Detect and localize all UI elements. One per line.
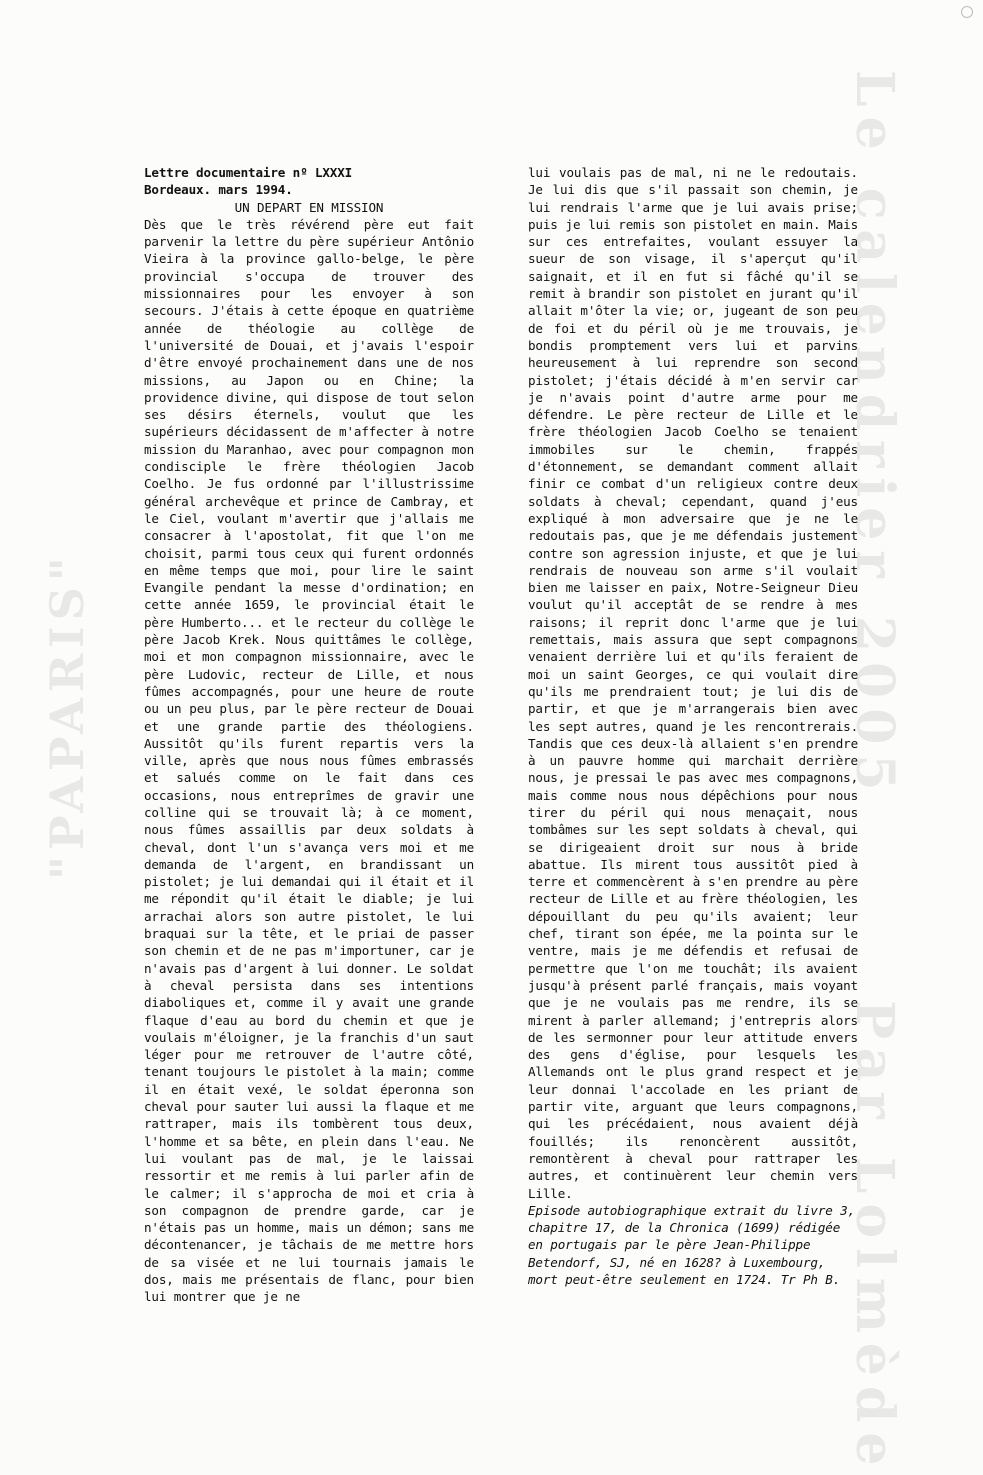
right-column-body: lui voulais pas de mal, ni ne le redoutais. Je lui dis que s'il passait son chemin, je lui rendrais l'arme que je lui avais prise; puis je lui remis son pistolet en main. Mais sur ces entrefaites, voulant essuyer la sueur de son visage, il s'aperçut qu'il saignait, et il en fut si fâché qu'il se remit à brandir son pistolet en jurant qu'il allait m'ôter la vie; or, jugeant de son peu de foi et du péril où je me trouvais, je bondis promptement vers lui et parvins heureusement à lui reprendre son second pistolet; j'étais décidé à m'en servir car je n'avais point d'autre arme pour me défendre. Le père recteur de Lille et le frère théologien Jacob Coelho se tenaient immobiles sur le chemin, frappés d'étonnement, se demandant comment allait finir ce combat d'un religieux contre deux soldats à cheval; cependant, quand j'eus expliqué à mon adversaire que je ne le redoutais pas, que je me défendais justement contre son agression injuste, et que je lui rendrais de nouveau son arme s'il voulait bien me laisser en paix, Notre-Seigneur Dieu voulut qu'il acceptât de se rendre à mes raisons; il reprit donc l'arme que je lui remettais, mais assura que sept compagnons venaient derrière lui et qu'ils feraient de moi un saint Georges, ce qui voulait dire qu'ils me prendraient tout; je lui dis de partir, et que je m'arrangerais bien avec les sept autres, quand je les rencontrerais. Tandis que ces deux-là allaient s'en prendre à un pauvre homme qui marchait derrière nous, je pressai le pas avec mes compagnons, mais comme nous nous dépêchions pour nous tirer du péril qui nous menaçait, nous tombâmes sur les sept soldats à cheval, qui se dirigeaient droit sur nous à bride abattue. Ils mirent tous aussitôt pied à terre et commencèrent à s'en prendre au père recteur de Lille et au frère théologien, les dépouillant du peu qu'ils avaient; leur chef, tirant son épée, me la pointa sur le ventre, mais je me défendis et refusai de permettre que l'on me touchât; ils avaient jusqu'à présent parlé français, mais voyant que je ne voulais pas me rendre, ils se mirent à parler allemand; j'entrepris alors de les sermonner pour leur attitude envers des gens d'église, pour lesquels les Allemands ont le plus grand respect et je leur donnai l'accolade en les priant de partir vite, arguant que leurs compagnons, qui les précédaient, nous avaient déjà fouillés; ils renoncèrent aussitôt, remontèrent à cheval pour rattraper les autres, et continuèrent leur chemin vers Lille. (528, 165, 858, 1201)
watermark-left: "PAPARIS" (40, 551, 94, 880)
hole-punch-mark (961, 6, 973, 18)
left-column-body: Dès que le très révérend père eut fait parvenir la lettre du père supérieur Antônio Vieira à la province gallo-belge, le père provincial s'occupa de trouver des missionnaires pour les envoyer à son secours. J'étais à cette époque en quatrième année de théologie au collège de l'université de Douai, et j'avais l'espoir d'être envoyé prochainement dans une de nos missions, au Japon ou en Chine; la providence divine, qui dispose de tout selon ses désirs éternels, voulut que les supérieurs décidassent de m'affecter à notre mission du Maranhao, avec pour compagnon mon condisciple le frère théologien Jacob Coelho. Je fus ordonné par l'illustrissime général archevêque et prince de Cambray, et le Ciel, voulant m'avertir que j'allais me consacrer à l'apostolat, fit que l'on me choisit, parmi tous ceux qui furent ordonnés en même temps que moi, pour lire le saint Evangile pendant la messe d'ordination; en cette année 1659, le provincial était le père Humberto... et le recteur du collège le père Jacob Krek. Nous quittâmes le collège, moi et mon compagnon missionnaire, avec le père Ludovic, recteur de Lille, et nous fûmes accompagnés, pour une heure de route ou un peu plus, par le père recteur de Douai et une grande partie des théologiens. Aussitôt qu'ils furent repartis vers la ville, après que nous nous fûmes embrassés et salués comme on le fait dans ces occasions, nous entreprîmes de gravir une colline qui se trouvait là; à ce moment, nous fûmes assaillis par deux soldats à cheval, dont l'un s'avança vers moi et me demanda de l'argent, en brandissant un pistolet; je lui demandai qui il était et il me répondit qu'il était le diable; je lui arrachai alors son autre pistolet, le lui braquai sur la tête, et le priai de passer son chemin et de ne pas m'importuner, car je n'avais pas d'argent à lui donner. Le soldat à cheval persista dans ses intentions diaboliques et, comme il y avait une grande flaque d'eau au bord du chemin et que je voulais m'éloigner, je la franchis d'un saut léger pour me retrouver de l'autre côté, tenant toujours le pistolet à la main; comme il en était vexé, le soldat éperonna son cheval pour sauter lui aussi la flaque et me rattraper, mais ils tombèrent tous deux, l'homme et sa bête, en plein dans l'eau. Ne lui voulant pas de mal, je le laissai ressortir et me remis à lui parler afin de le calmer; il s'approcha de moi et cria à son compagnon de prendre garde, car je n'étais pas un homme, mais un démon; sans me décontenancer, je tâchais de me mettre hors de sa visée et ne lui tournais jamais le dos, mais me présentais de flanc, pour bien lui montrer que je ne (144, 216, 474, 1305)
watermark-right-top: Le calendrier 2005 (844, 70, 905, 801)
source-caption: Episode autobiographique extrait du livre 3, chapitre 17, de la Chronica (1699) rédigée en portugais par le père Jean-Philippe Betendorf, SJ, né en 1628? à Luxembourg, mort peut-être seulement en 1724. Tr Ph B. (528, 1202, 856, 1287)
right-column (528, 164, 858, 1288)
letter-place-date: Bordeaux. mars 1994. (144, 182, 293, 198)
letter-number: Lettre documentaire nº LXXXI (144, 165, 353, 180)
left-column (144, 164, 474, 1306)
watermark-right-bottom: Par Lolmède (844, 1000, 905, 1475)
article-headline: UN DEPART EN MISSION (234, 199, 384, 215)
